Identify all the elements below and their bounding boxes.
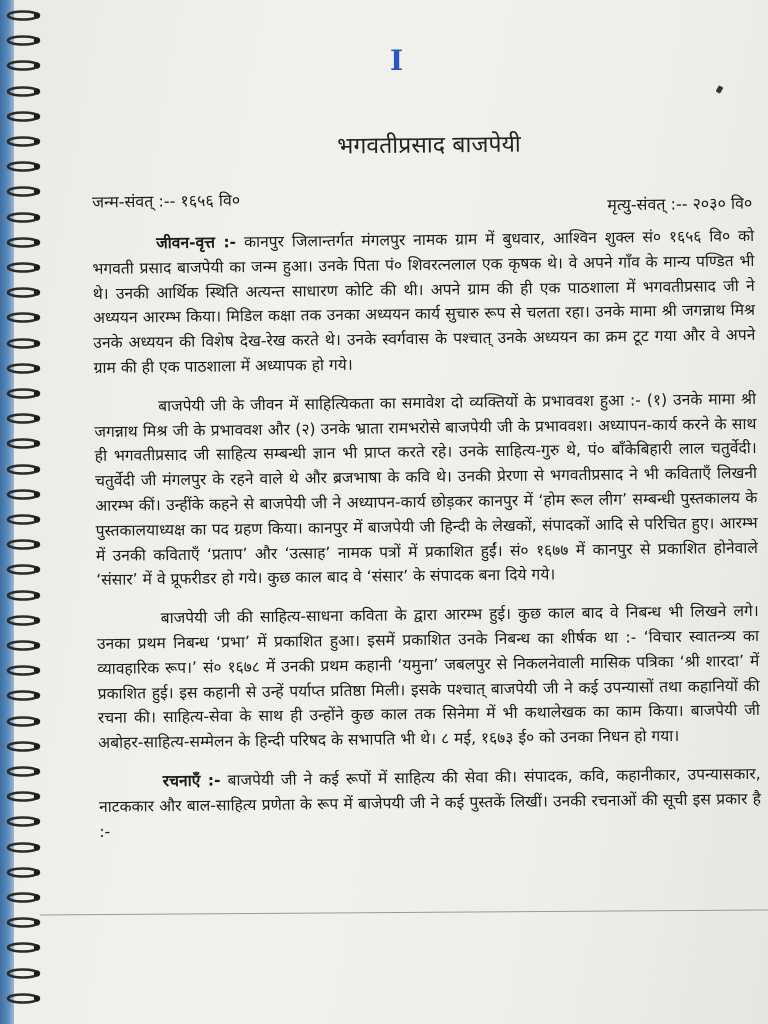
binding-ring <box>6 413 42 424</box>
binding-ring <box>6 10 42 21</box>
binding-ring <box>6 766 42 777</box>
paragraph-lead: रचनाएँ :- <box>162 771 221 791</box>
binding-ring <box>6 892 42 903</box>
binding-ring <box>6 716 42 727</box>
binding-ring <box>6 564 42 575</box>
paragraph-works <box>99 762 762 844</box>
binding-ring <box>6 842 42 853</box>
binding-ring <box>6 464 42 475</box>
binding-ring <box>6 338 42 349</box>
binding-ring <box>6 312 42 323</box>
binding-ring <box>6 993 42 1004</box>
binding-ring <box>6 489 42 500</box>
paragraph-literary-influence <box>94 387 758 593</box>
binding-ring <box>6 388 42 399</box>
birth-year: जन्म-संवत् :-- १६५६ वि० <box>92 190 241 212</box>
binding-ring <box>6 287 42 298</box>
page-title: भगवतीप्रसाद बाजपेयी <box>337 131 521 160</box>
binding-ring <box>6 968 42 979</box>
paragraph-text: बाजपेयी जी के जीवन में साहित्यिकता का समावेश दो व्यक्तियों के प्रभाववश हुआ :- (१) उनके मामा श्री जगन्नाथ मिश्र जी के प्रभाववश और (२) उनके भ्राता रामभरोसे बाजपेयी जी के प्रभाववश। अध्यापन-कार्य करने के साथ ही भगवतीप्रसाद जी साहित्य सम्बन्धी ज्ञान भी प्राप्त करते रहे। उनके साहित्य-गुरु थे, पं० बाँकेबिहारी लाल चतुर्वेदी। चतुर्वेदी जी मंगलपुर के रहने वाले थे और ब्रजभाषा के कवि थे। उनकी प्रेरणा से भगवतीप्रसाद ने भी कविताएँ लिखनी आरम्भ कीं। उन्हींके कहने से बाजपेयी जी ने अध्यापन-कार्य छोड़कर कानपुर में ‘होम रूल लीग’ सम्बन्धी पुस्तकालय के पुस्तकालयाध्यक्ष का पद ग्रहण किया। कानपुर में बाजपेयी जी हिन्दी के लेखकों, संपादकों आदि से परिचित हुए। आरम्भ में उनकी कविताएँ ‘प्रताप’ और ‘उत्साह’ नामक पत्रों में प्रकाशित हुईं। सं० १६७७ में कानपुर से प्रकाशित होनेवाले ‘संसार’ में वे प्रूफरीडर हो गये। कुछ काल बाद वे ‘संसार’ के संपादक बना दिये गये। <box>94 389 759 590</box>
roman-numeral-mark: I <box>390 44 405 77</box>
binding-ring <box>6 539 42 550</box>
binding-ring <box>6 615 42 626</box>
death-year: मृत्यु-संवत् :-- २०३० वि० <box>607 193 753 215</box>
binding-ring <box>6 791 42 802</box>
paragraph-biography <box>92 224 756 381</box>
binding-ring <box>6 60 42 71</box>
ink-mark <box>716 85 724 94</box>
binding-ring <box>6 363 42 374</box>
binding-ring <box>6 35 42 46</box>
binding-ring <box>6 867 42 878</box>
paragraph-text: कानपुर जिलान्तर्गत मंगलपुर नामक ग्राम में बुधवार, आश्विन शुक्ल सं० १६५६ वि० को भगवती प्रसाद बाजपेयी का जन्म हुआ। उनके पिता पं० शिवरत्नलाल एक कृषक थे। वे अपने गाँव के मान्य पण्डित भी थे। उनकी आर्थिक स्थिति अत्यन्त साधारण कोटि की थी। अपने ग्राम की ही एक पाठशाला में भगवतीप्रसाद जी ने अध्ययन आरम्भ किया। मिडिल कक्षा तक उनका अध्ययन कार्य सुचारु रूप से चलता रहा। उनके मामा श्री जगन्नाथ मिश्र उनके अध्ययन की विशेष देख-रेख करते थे। उनके स्वर्गवास के पश्चात् उनके अध्ययन का क्रम टूट गया और वे अपने ग्राम की ही एक पाठशाला में अध्यापक हो गये। <box>92 226 756 377</box>
binding-ring <box>6 640 42 651</box>
binding-ring <box>6 438 42 449</box>
paragraph-literary-career <box>97 599 761 756</box>
binding-ring <box>6 237 42 248</box>
binding-ring <box>6 917 42 928</box>
binding-ring <box>6 590 42 601</box>
binding-ring <box>6 665 42 676</box>
binding-ring <box>6 86 42 97</box>
binding-ring <box>6 262 42 273</box>
binding-ring <box>6 111 42 122</box>
binding-ring <box>6 816 42 827</box>
page-rule-line <box>40 909 768 915</box>
binding-ring <box>6 942 42 953</box>
body-text <box>92 224 762 858</box>
binding-ring <box>6 212 42 223</box>
binding-ring <box>6 514 42 525</box>
paragraph-text: बाजपेयी जी ने कई रूपों में साहित्य की सेवा की। संपादक, कवि, कहानीकार, उपन्यासकार, नाटककार और बाल-साहित्य प्रणेता के रूप में बाजेपयी जी ने कई पुस्तकें लिखीं। उनकी रचनाओं की सूची इस प्रकार है :- <box>98 764 762 841</box>
binding-ring <box>6 690 42 701</box>
date-line <box>92 181 753 215</box>
paragraph-text: बाजपेयी जी की साहित्य-साधना कविता के द्वारा आरम्भ हुई। कुछ काल बाद वे निबन्ध भी लिखने लगे। उनका प्रथम निबन्ध ‘प्रभा’ में प्रकाशित हुआ। इसमें प्रकाशित उनके निबन्ध का शीर्षक था :- ‘विचार स्वातन्त्र्य का व्यावहारिक रूप।’ सं० १६७८ में उनकी प्रथम कहानी ‘यमुना’ जबलपुर से निकलनेवाली मासिक पत्रिका ‘श्री शारदा’ में प्रकाशित हुई। इस कहानी से उन्हें पर्याप्त प्रतिष्ठा मिली। इसके पश्चात् बाजपेयी जी ने कई उपन्यासों तथा कहानियों की रचना की। साहित्य-सेवा के साथ ही उन्होंने कुछ काल तक सिनेमा में भी कथालेखक का काम किया। बाजपेयी जी अबोहर-साहित्य-सम्मेलन के हिन्दी परिषद के सभापति भी थे। ८ मई, १६७३ ई० को उनका निधन हो गया। <box>96 602 761 753</box>
binding-ring <box>6 741 42 752</box>
binding-ring <box>6 186 42 197</box>
paragraph-lead: जीवन-वृत्त :- <box>156 233 237 253</box>
